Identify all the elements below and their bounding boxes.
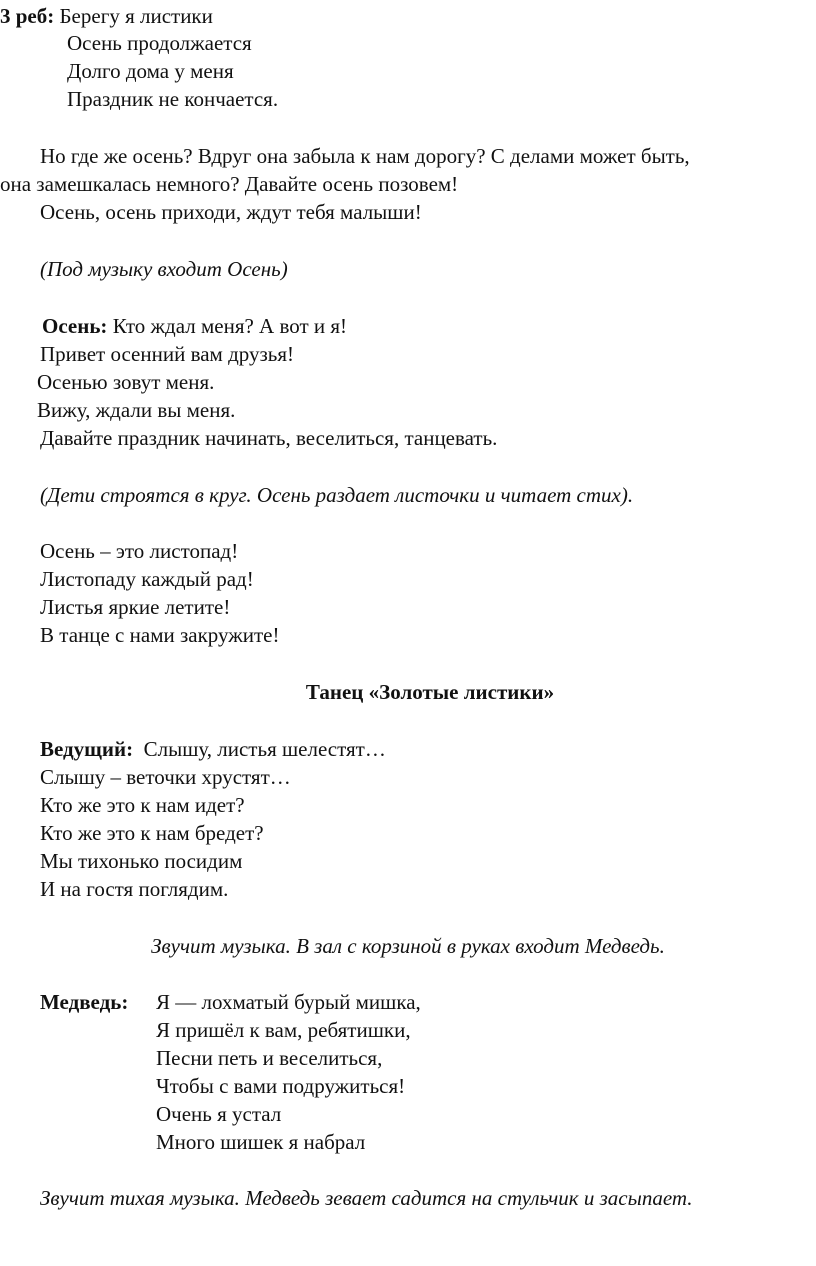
host-speaker: Ведущий:	[40, 737, 134, 761]
bear-line-6: Много шишек я набрал	[156, 1130, 366, 1154]
narration-line-2: она замешкалась немного? Давайте осень позовем!	[0, 172, 459, 196]
narration-call: Осень, осень приходи, ждут тебя малыши!	[40, 200, 422, 224]
host-text-1: Слышу, листья шелестят…	[143, 737, 386, 761]
reb3-text-1: Берегу я листики	[59, 4, 213, 28]
reb3-line-3: Долго дома у меня	[67, 59, 234, 83]
osen-text-1: Кто ждал меня? А вот и я!	[112, 314, 348, 338]
osen-speaker: Осень:	[42, 314, 108, 338]
bear-line-1: Я — лохматый бурый мишка,	[156, 990, 421, 1014]
reb3-line-2: Осень продолжается	[67, 31, 252, 55]
poem-line-2: Листопаду каждый рад!	[40, 567, 254, 591]
bear-speaker: Медведь:	[40, 990, 129, 1014]
bear-line-4: Чтобы с вами подружиться!	[156, 1074, 406, 1098]
osen-line-1	[42, 313, 347, 340]
host-line-1	[40, 736, 386, 763]
host-line-3: Кто же это к нам идет?	[40, 793, 245, 817]
poem-line-1: Осень – это листопад!	[40, 539, 239, 563]
poem-line-4: В танце с нами закружите!	[40, 623, 280, 647]
osen-line-5: Давайте праздник начинать, веселиться, танцевать.	[40, 426, 498, 450]
host-line-5: Мы тихонько посидим	[40, 849, 243, 873]
bear-line-3: Песни петь и веселиться,	[156, 1046, 383, 1070]
host-line-6: И на гостя поглядим.	[40, 877, 229, 901]
host-line-4: Кто же это к нам бредет?	[40, 821, 264, 845]
reb3-speaker: 3 реб:	[0, 4, 55, 28]
reb3-line-4: Праздник не кончается.	[67, 87, 279, 111]
bear-line-2: Я пришёл к вам, ребятишки,	[156, 1018, 411, 1042]
reb3-line-1	[0, 3, 213, 30]
stage-direction-1: (Под музыку входит Осень)	[40, 257, 288, 281]
osen-line-2: Привет осенний вам друзья!	[40, 342, 294, 366]
host-line-2: Слышу – веточки хрустят…	[40, 765, 291, 789]
stage-direction-2: (Дети строятся в круг. Осень раздает листочки и читает стих).	[40, 483, 634, 507]
stage-direction-3: Звучит музыка. В зал с корзиной в руках входит Медведь.	[151, 934, 665, 958]
bear-line-5: Очень я устал	[156, 1102, 282, 1126]
dance-title: Танец «Золотые листики»	[305, 680, 555, 704]
poem-line-3: Листья яркие летите!	[40, 595, 231, 619]
osen-line-4: Вижу, ждали вы меня.	[37, 398, 236, 422]
narration-line-1: Но где же осень? Вдруг она забыла к нам дорогу? С делами может быть,	[40, 144, 690, 168]
osen-line-3: Осенью зовут меня.	[37, 370, 215, 394]
stage-direction-4: Звучит тихая музыка. Медведь зевает садится на стульчик и засыпает.	[40, 1186, 693, 1210]
